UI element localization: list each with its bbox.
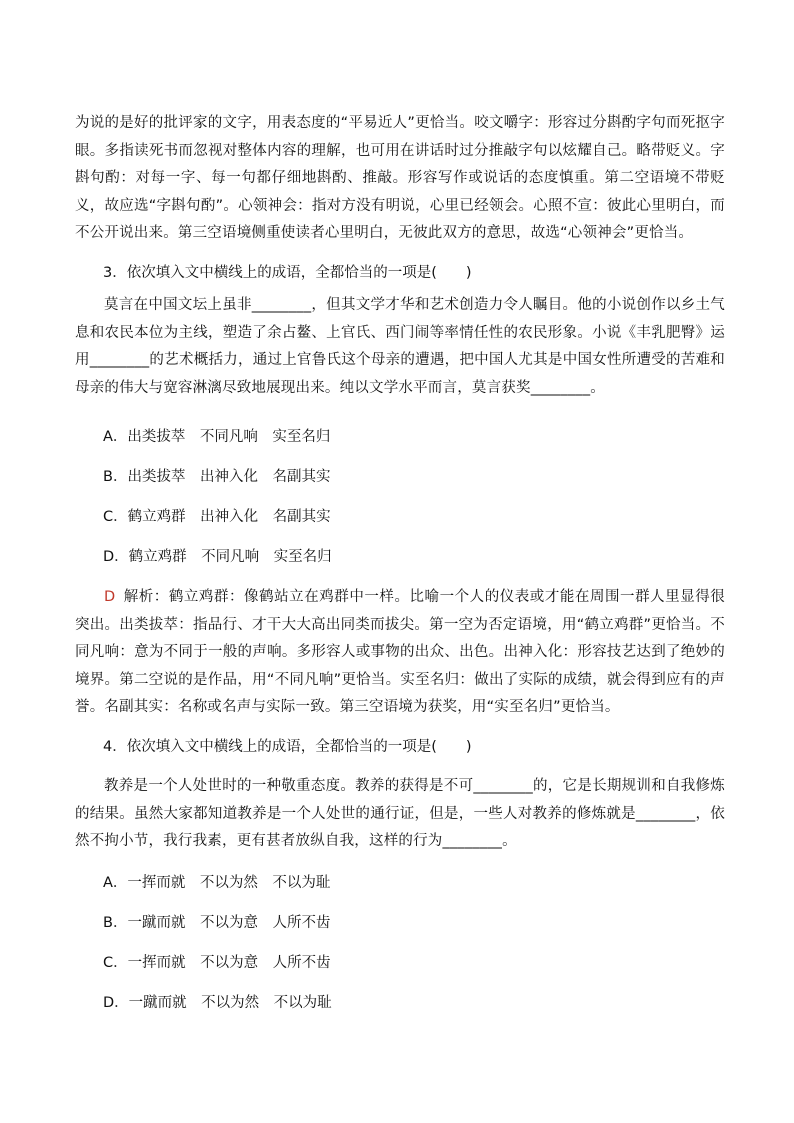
- question-3-passage: 莫言在中国文坛上虽非________，但其文学才华和艺术创造力令人瞩目。他的小说创作以乡土气息和农民本位为主线，塑造了余占鳌、上官氏、西门闹等率情任性的农民形象。小说《丰乳肥臀》运用________的艺术概括力，通过上官鲁氏这个母亲的遭遇，把中国人尤其是中国女性所遭受的苦难和母亲的伟大与宽容淋漓尽致地展现出来。纯以文学水平而言，莫言获奖________。: [75, 297, 725, 396]
- question-3-explanation-text: 解析：鹤立鸡群：像鹤站立在鸡群中一样。比喻一个人的仪表或才能在周围一群人里显得很突出。出类拔萃：指品行、才干大大高出同类而拔尖。第一空为否定语境，用“鹤立鸡群”更恰当。不同凡响：意为不同于一般的声响。多形容人或事物的出众、出色。出神入化：形容技艺达到了绝妙的境界。第二空说的是作品，用“不同凡响”更恰当。实至名归：做出了实际的成绩，就会得到应有的声誉。名副其实：名称或名声与实际一致。第三空语境为获奖，用“实至名归”更恰当。: [75, 589, 725, 715]
- question-3-answer: D: [104, 589, 116, 605]
- question-4-option-a: A．一挥而就 不以为然 不以为耻: [103, 875, 331, 891]
- question-3-option-c: C．鹤立鸡群 出神入化 名副其实: [103, 509, 331, 525]
- question-3-explanation: [75, 584, 725, 722]
- question-4-option-c: C．一挥而就 不以为意 人所不齿: [103, 955, 331, 971]
- question-4-option-b: B．一蹴而就 不以为意 人所不齿: [103, 915, 331, 931]
- previous-explanation-tail: 为说的是好的批评家的文字，用表态度的“平易近人”更恰当。咬文嚼字：形容过分斟酌字句而死抠字眼。多指读死书而忽视对整体内容的理解，也可用在讲话时过分推敲字句以炫耀自己。略带贬义。字斟句酌：对每一字、每一句都仔细地斟酌、推敲。形容写作或说话的态度慎重。第二空语境不带贬义，故应选“字斟句酌”。心领神会：指对方没有明说，心里已经领会。心照不宣：彼此心里明白，而不公开说出来。第三空语境侧重使读者心里明白，无彼此双方的意思，故选“心领神会”更恰当。: [75, 115, 725, 241]
- question-3-stem: 3．依次填入文中横线上的成语，全都恰当的一项是( ): [103, 265, 472, 281]
- question-3-option-d: D．鹤立鸡群 不同凡响 实至名归: [103, 549, 332, 565]
- question-3-option-a: A．出类拔萃 不同凡响 实至名归: [103, 429, 331, 445]
- question-4-passage: 教养是一个人处世时的一种敬重态度。教养的获得是不可________的，它是长期规训和自我修炼的结果。虽然大家都知道教养是一个人处世的通行证，但是，一些人对教养的修炼就是________，依然不拘小节，我行我素，更有甚者放纵自我，这样的行为________。: [75, 778, 725, 849]
- question-3-option-b: B．出类拔萃 出神入化 名副其实: [103, 469, 331, 485]
- question-4-option-d: D．一蹴而就 不以为然 不以为耻: [103, 995, 332, 1011]
- question-4-stem: 4．依次填入文中横线上的成语，全都恰当的一项是( ): [103, 739, 472, 755]
